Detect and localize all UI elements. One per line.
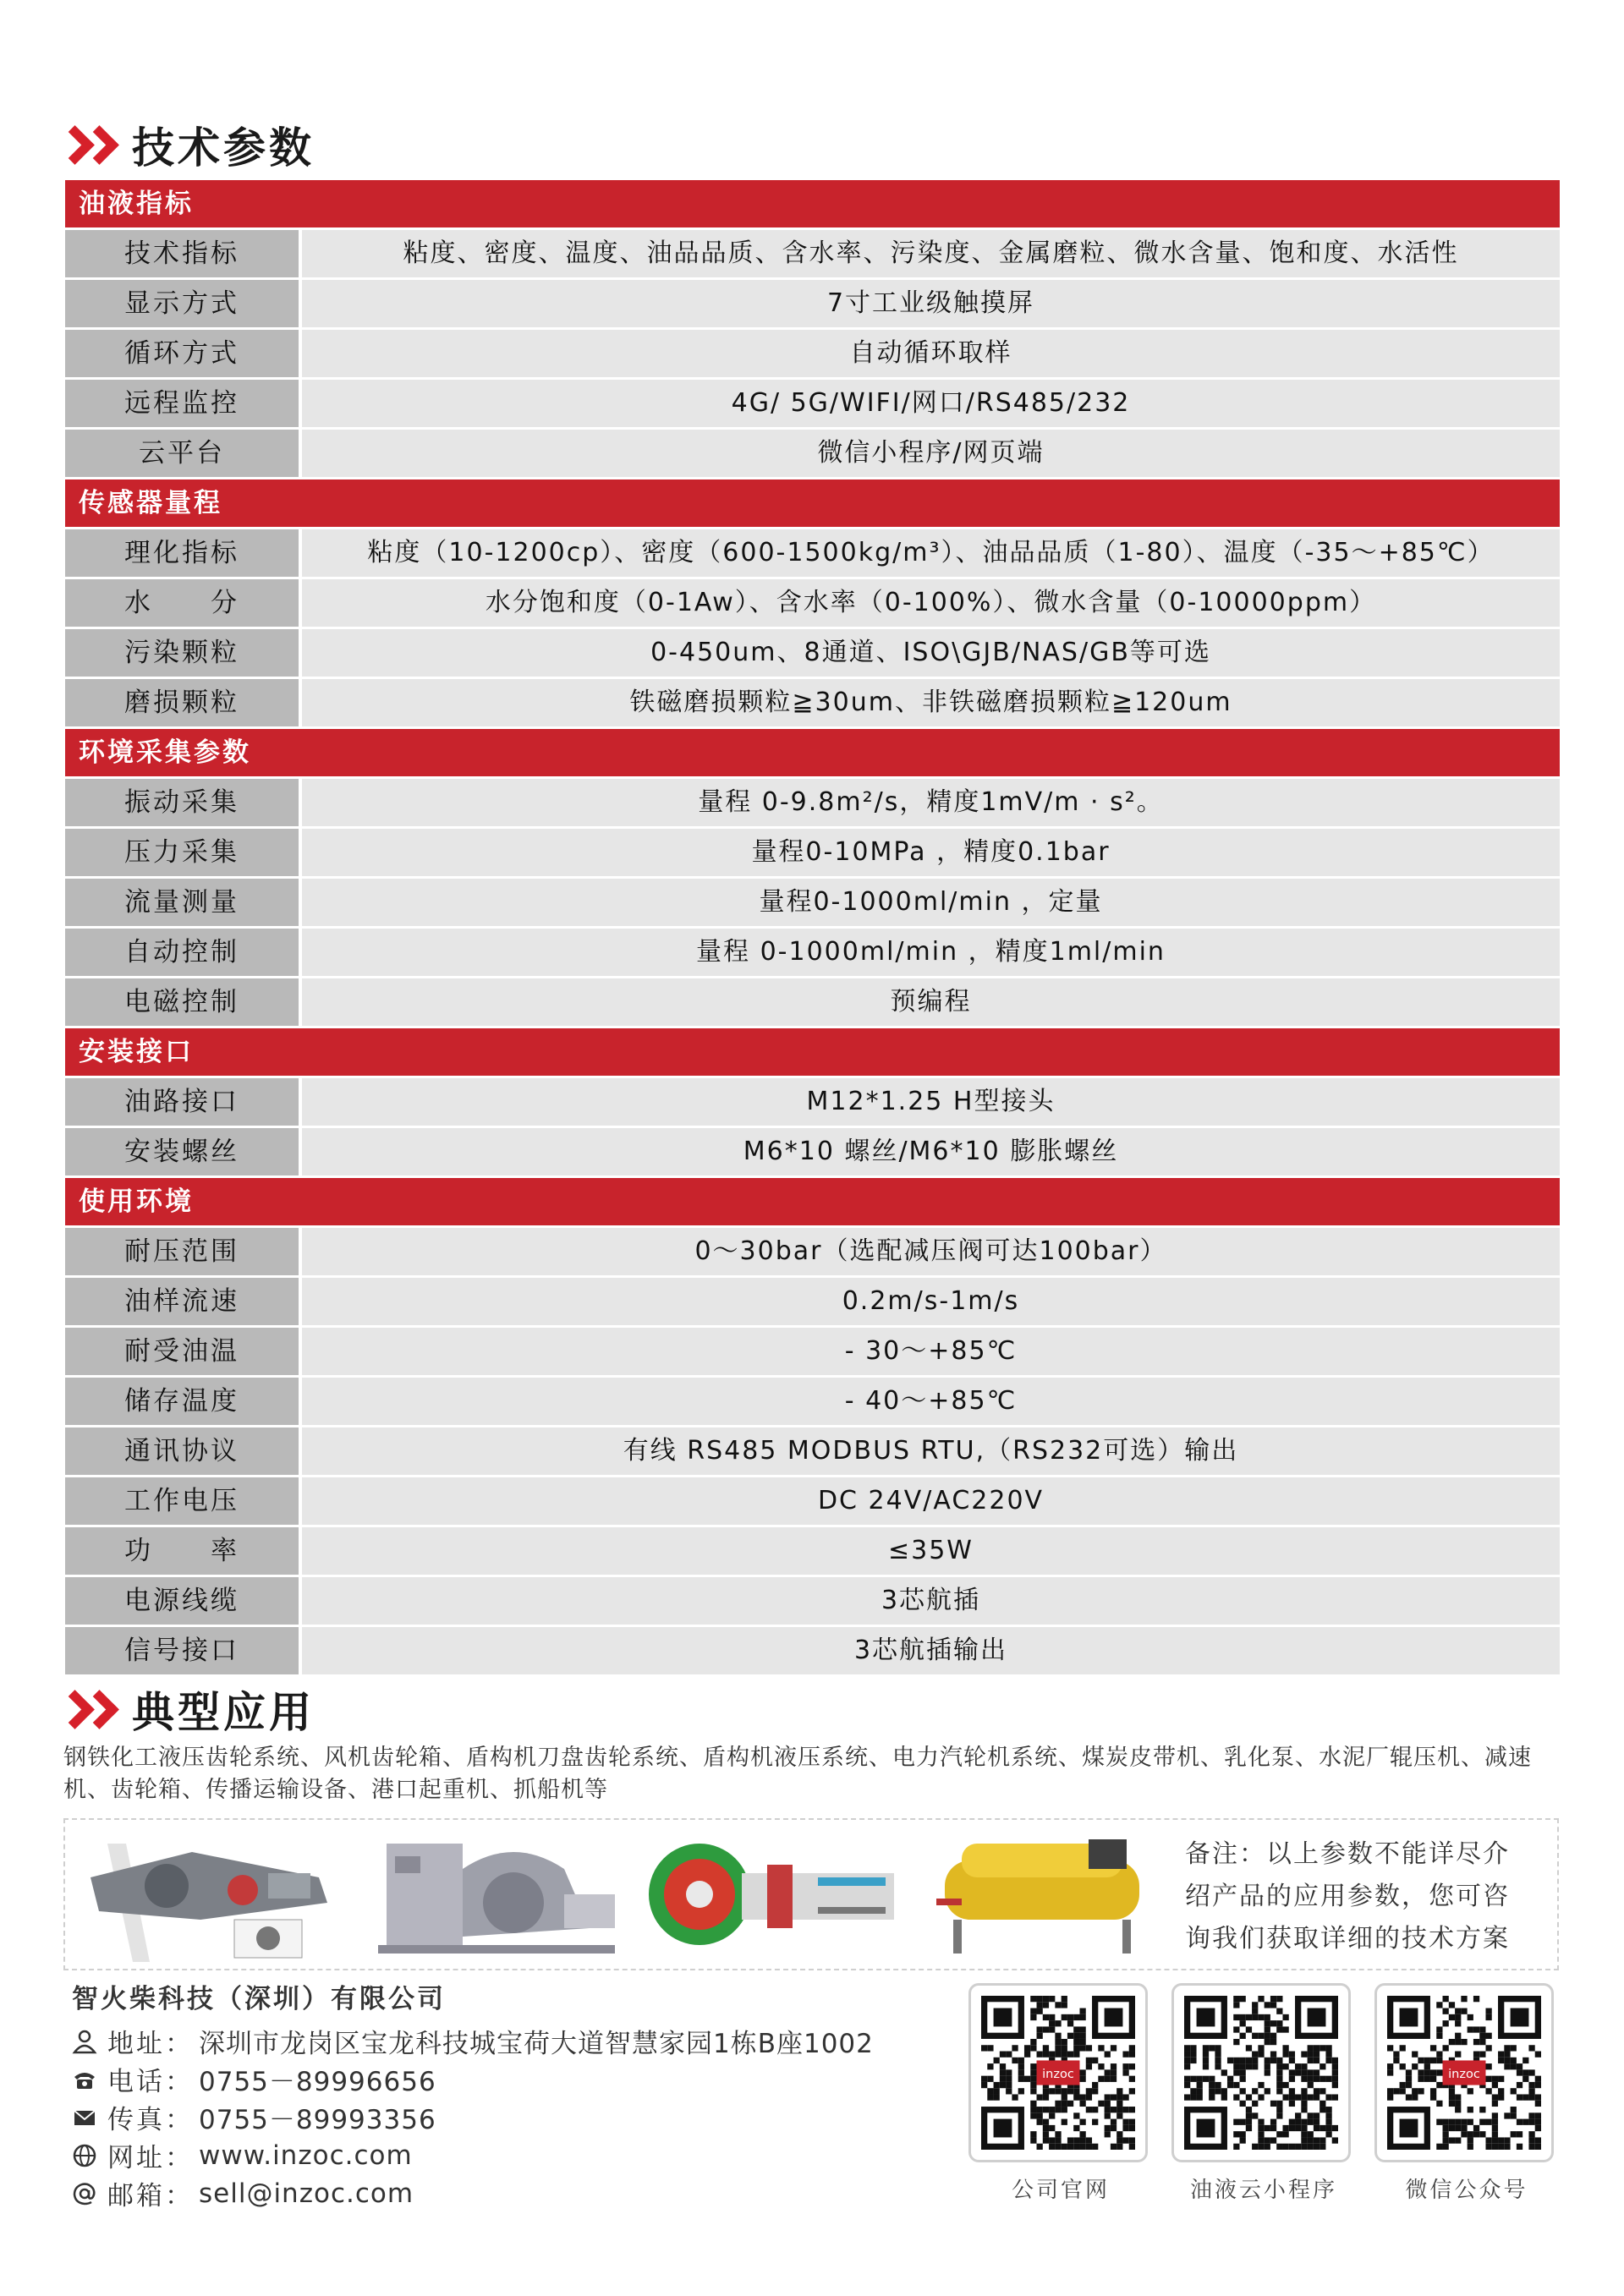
spec-label: 显示方式 — [65, 280, 299, 327]
category-header: 安装接口 — [65, 1028, 1560, 1076]
qr-code-graphic — [981, 1996, 1135, 2150]
qr-code[interactable] — [1171, 1983, 1351, 2162]
qr-caption: 微信公众号 — [1405, 2178, 1528, 2203]
qr-block — [968, 1983, 1153, 2204]
spec-label: 工作电压 — [65, 1477, 299, 1525]
spec-value: 0～30bar（选配减压阀可达100bar） — [302, 1228, 1560, 1275]
spec-row — [65, 1378, 1560, 1425]
spec-value: 0.2m/s-1m/s — [302, 1278, 1560, 1325]
company-info — [72, 1977, 874, 2212]
section-title: 技术参数 — [132, 123, 315, 173]
spec-label: 水 分 — [65, 579, 299, 627]
fax-label: 传真： — [107, 2105, 194, 2135]
spec-row — [65, 1477, 1560, 1525]
note-text: 备注：以上参数不能详尽介绍产品的应用参数，您可咨询我们获取详细的技术方案 — [1185, 1839, 1510, 1954]
qr-logo-text: inzoc — [1042, 2066, 1074, 2081]
spec-row — [65, 679, 1560, 726]
contact-fax — [72, 2098, 874, 2136]
applications-text: 钢铁化工液压齿轮系统、风机齿轮箱、盾构机刀盘齿轮系统、盾构机液压系统、电力汽轮机系统、煤炭皮带机、乳化泵、水泥厂辊压机、减速机、齿轮箱、传播运输设备、港口起重机、抓船机等 — [63, 1745, 1532, 1803]
spec-row — [65, 978, 1560, 1026]
spec-row — [65, 779, 1560, 826]
spec-row — [65, 1228, 1560, 1275]
person-icon — [72, 2029, 97, 2054]
spec-label: 远程监控 — [65, 380, 299, 427]
category-header: 使用环境 — [65, 1178, 1560, 1225]
spec-label: 耐压范围 — [65, 1228, 299, 1275]
spec-label: 磨损颗粒 — [65, 679, 299, 726]
spec-value: 3芯航插输出 — [302, 1627, 1560, 1674]
spec-row — [65, 879, 1560, 926]
spec-row — [65, 629, 1560, 677]
spec-label: 油样流速 — [65, 1278, 299, 1325]
qr-code-graphic — [1387, 1996, 1541, 2150]
spec-label: 技术指标 — [65, 230, 299, 277]
spec-label: 流量测量 — [65, 879, 299, 926]
spec-label: 电磁控制 — [65, 978, 299, 1026]
spec-label: 储存温度 — [65, 1378, 299, 1425]
contact-email — [72, 2174, 874, 2212]
spec-value: 量程 0-1000ml/min ，精度1ml/min — [302, 929, 1560, 976]
spec-label: 污染颗粒 — [65, 629, 299, 677]
spec-value: 粘度、密度、温度、油品品质、含水率、污染度、金属磨粒、微水含量、饱和度、水活性 — [302, 230, 1560, 277]
spec-value: - 30～+85℃ — [302, 1328, 1560, 1375]
spec-value: M6*10 螺丝/M6*10 膨胀螺丝 — [302, 1128, 1560, 1175]
category-header: 传感器量程 — [65, 479, 1560, 527]
contact-web — [72, 2136, 874, 2174]
spec-row — [65, 1427, 1560, 1475]
qr-caption: 油液云小程序 — [1189, 2178, 1337, 2203]
contact-address — [72, 2022, 874, 2060]
double-chevron-icon — [61, 1696, 110, 1723]
spec-label: 耐受油温 — [65, 1328, 299, 1375]
qr-caption: 公司官网 — [1011, 2178, 1110, 2203]
spec-label: 振动采集 — [65, 779, 299, 826]
spec-row — [65, 1128, 1560, 1175]
spec-label: 云平台 — [65, 430, 299, 477]
spec-row — [65, 1627, 1560, 1674]
globe-icon — [72, 2143, 97, 2168]
section-applications-header — [61, 1679, 315, 1740]
address-value: 深圳市龙岗区宝龙科技城宝荷大道智慧家园1栋B座1002 — [199, 2029, 874, 2059]
spec-row — [65, 280, 1560, 327]
spec-label: 油路接口 — [65, 1078, 299, 1126]
spec-row — [65, 929, 1560, 976]
spec-row — [65, 330, 1560, 377]
spec-value: 预编程 — [302, 978, 1560, 1026]
phone-label: 电话： — [107, 2067, 194, 2097]
spec-label: 压力采集 — [65, 829, 299, 876]
spec-row — [65, 579, 1560, 627]
qr-logo-text: inzoc — [1448, 2066, 1480, 2081]
steam-turbine-image — [370, 1827, 623, 1962]
web-value[interactable]: www.inzoc.com — [199, 2140, 413, 2171]
spec-label: 安装螺丝 — [65, 1128, 299, 1175]
double-chevron-icon — [61, 131, 110, 159]
qr-code[interactable] — [968, 1983, 1148, 2162]
contact-phone — [72, 2060, 874, 2098]
section-tech-params-header — [61, 114, 315, 175]
company-name: 智火柴科技（深圳）有限公司 — [72, 1984, 446, 2014]
application-images-band — [63, 1818, 1559, 1970]
spec-value: ≤35W — [302, 1527, 1560, 1575]
spec-value: 自动循环取样 — [302, 330, 1560, 377]
fax-value: 0755－89993356 — [199, 2105, 436, 2135]
spec-value: 量程0-10MPa ，精度0.1bar — [302, 829, 1560, 876]
email-value[interactable]: sell@inzoc.com — [199, 2178, 414, 2209]
spec-row — [65, 380, 1560, 427]
spec-value: 微信小程序/网页端 — [302, 430, 1560, 477]
spec-label: 信号接口 — [65, 1627, 299, 1674]
spec-row — [65, 829, 1560, 876]
spec-value: 3芯航插 — [302, 1577, 1560, 1625]
spec-value: DC 24V/AC220V — [302, 1477, 1560, 1525]
spec-value: 0-450um、8通道、ISO\GJB/NAS/GB等可选 — [302, 629, 1560, 677]
spec-value: 4G/ 5G/WIFI/网口/RS485/232 — [302, 380, 1560, 427]
spec-row — [65, 1328, 1560, 1375]
spec-label: 通讯协议 — [65, 1427, 299, 1475]
spec-row — [65, 1278, 1560, 1325]
spec-label: 电源线缆 — [65, 1577, 299, 1625]
phone-icon — [72, 2067, 97, 2092]
spec-row — [65, 1527, 1560, 1575]
spec-row — [65, 1577, 1560, 1625]
spec-label: 自动控制 — [65, 929, 299, 976]
spec-label: 循环方式 — [65, 330, 299, 377]
wind-turbine-gearbox-image — [74, 1827, 353, 1962]
envelope-icon — [72, 2105, 97, 2130]
spec-value: - 40～+85℃ — [302, 1378, 1560, 1425]
qr-block — [1374, 1983, 1559, 2204]
spec-value: M12*1.25 H型接头 — [302, 1078, 1560, 1126]
spec-value: 水分饱和度（0-1Aw）、含水率（0-100%）、微水含量（0-10000ppm） — [302, 579, 1560, 627]
spec-value: 粘度（10-1200cp）、密度（600-1500kg/m³）、油品品质（1-80）、温度（-35～+85℃） — [302, 529, 1560, 577]
spec-value: 7寸工业级触摸屏 — [302, 280, 1560, 327]
category-header: 油液指标 — [65, 180, 1560, 227]
spec-value: 量程0-1000ml/min ，定量 — [302, 879, 1560, 926]
section-title: 典型应用 — [132, 1688, 315, 1737]
at-sign-icon — [72, 2181, 97, 2206]
spec-table — [65, 180, 1560, 1677]
qr-block — [1171, 1983, 1356, 2204]
spec-row — [65, 430, 1560, 477]
spec-value: 铁磁磨损颗粒≧30um、非铁磁磨损颗粒≧120um — [302, 679, 1560, 726]
chiller-unit-image — [919, 1827, 1165, 1962]
phone-value[interactable]: 0755－89996656 — [199, 2067, 436, 2097]
shield-machine-image — [640, 1827, 911, 1962]
spec-value: 量程 0-9.8m²/s，精度1mV/m · s²。 — [302, 779, 1560, 826]
address-label: 地址： — [107, 2029, 194, 2059]
spec-label: 功 率 — [65, 1527, 299, 1575]
email-label: 邮箱： — [107, 2181, 194, 2211]
qr-code[interactable] — [1374, 1983, 1554, 2162]
spec-label: 理化指标 — [65, 529, 299, 577]
qr-code-graphic — [1184, 1996, 1338, 2150]
spec-row — [65, 1078, 1560, 1126]
spec-row — [65, 529, 1560, 577]
web-label: 网址： — [107, 2143, 194, 2173]
category-header: 环境采集参数 — [65, 729, 1560, 776]
spec-value: 有线 RS485 MODBUS RTU,（RS232可选）输出 — [302, 1427, 1560, 1475]
spec-row — [65, 230, 1560, 277]
